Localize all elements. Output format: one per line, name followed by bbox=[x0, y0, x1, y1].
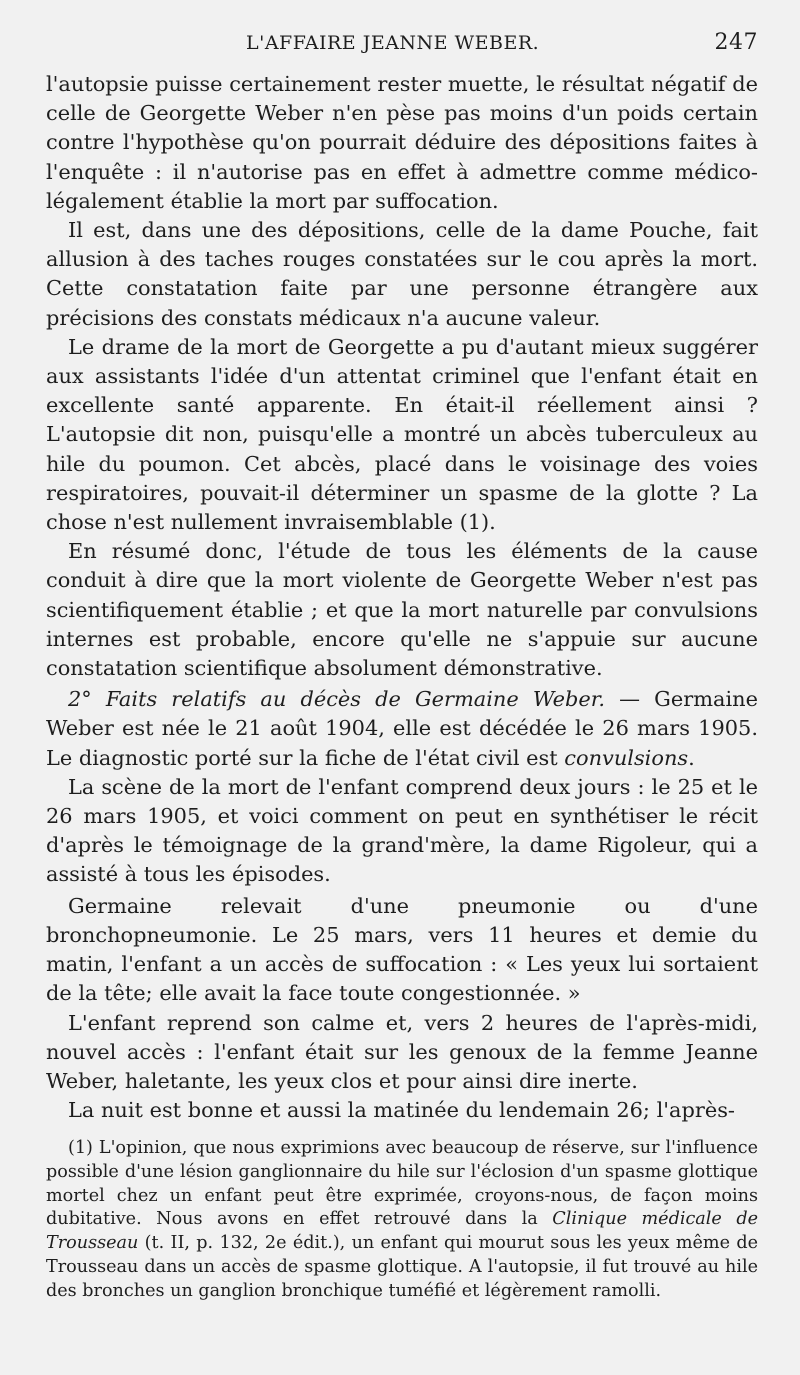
diagnosis-term: convulsions bbox=[564, 745, 689, 770]
paragraph-1: l'autopsie puisse certainement rester muette, le résultat négatif de celle de Georgette Weber n'en pèse pas moins d'un poids certain contre l'hypothèse qu'on pourrait déduire des dépositions faites à l'enquête : il n'autorise pas en effet à admettre comme médico-légalement établie la mort par suffocation. bbox=[46, 72, 758, 213]
footnote-text-b: (t. II, p. 132, 2e édit.), un enfant qui mourut sous les yeux même de Trousseau dans un accès de spasme glottique. A l'autopsie, il fut trouvé au hile des bronches un ganglion bronchique tuméfié et légèrement ramolli. bbox=[46, 1233, 758, 1301]
paragraph-5-text-a: — Germaine Weber est née le 21 août 1904, elle est décédée le 26 mars 1905. Le diagnostic porté sur la fiche de l'état civil est bbox=[46, 687, 758, 770]
footnote bbox=[46, 1137, 758, 1303]
page-number: 247 bbox=[714, 30, 758, 55]
footnote-text bbox=[46, 1137, 758, 1303]
paragraph-5 bbox=[46, 685, 758, 773]
paragraph-2: Il est, dans une des dépositions, celle de la dame Pouche, fait allusion à des taches rouges constatées sur le cou après la mort. Cette constatation faite par une personne étrangère aux précisions des constats médicaux n'a aucune valeur. bbox=[46, 218, 758, 330]
paragraph-8: L'enfant reprend son calme et, vers 2 heures de l'après-midi, nouvel accès : l'enfant était sur les genoux de la femme Jeanne Weber, haletante, les yeux clos et pour ainsi dire inerte. bbox=[46, 1010, 758, 1093]
paragraph-5-text-b: . bbox=[688, 745, 695, 770]
running-title: L'AFFAIRE JEANNE WEBER. bbox=[246, 32, 540, 54]
paragraph-4: En résumé donc, l'étude de tous les éléments de la cause conduit à dire que la mort violente de Georgette Weber n'est pas scientifiquement établie ; et que la mort naturelle par convulsions internes est probable, encore qu'elle ne s'appuie sur aucune constatation scientifique absolument démonstrative. bbox=[46, 539, 758, 681]
paragraph-3: Le drame de la mort de Georgette a pu d'autant mieux suggérer aux assistants l'idée d'un attentat criminel que l'enfant était en excellente santé apparente. En était-il réellement ainsi ? L'autopsie dit non, puisqu'elle a montré un abcès tuberculeux au hile du poumon. Cet abcès, placé dans le voisinage des voies respiratoires, pouvait-il déterminer un spasme de la glotte ? La chose n'est nullement invraisemblable (1). bbox=[46, 334, 758, 535]
paragraph-7: Germaine relevait d'une pneumonie ou d'une bronchopneumonie. Le 25 mars, vers 11 heures et demie du matin, l'enfant a un accès de suffocation : « Les yeux lui sortaient de la tête; elle avait la face toute congestionnée. » bbox=[46, 893, 758, 1006]
paragraph-9: La nuit est bonne et aussi la matinée du lendemain 26; l'après- bbox=[68, 1098, 735, 1123]
footnote-book-title: Clinique médicale de Trousseau bbox=[46, 1209, 759, 1254]
section-heading: 2° Faits relatifs au décès de Germaine Weber. bbox=[68, 687, 606, 712]
paragraph-6: La scène de la mort de l'enfant comprend deux jours : le 25 et le 26 mars 1905, et voici comment on peut en synthétiser le récit d'après le témoignage de la grand'mère, la dame Rigoleur, qui a assisté à tous les épisodes. bbox=[46, 774, 758, 887]
footnote-text-a: (1) L'opinion, que nous exprimions avec beaucoup de réserve, sur l'influence possible d'une lésion ganglionnaire du hile sur l'éclosion d'un spasme glottique mortel chez un enfant peut être exprimée, croyons-nous, de façon moins dubitative. Nous avons en effet retrouvé dans la bbox=[46, 1138, 758, 1230]
body-text bbox=[46, 70, 758, 1125]
page-header bbox=[46, 30, 758, 70]
